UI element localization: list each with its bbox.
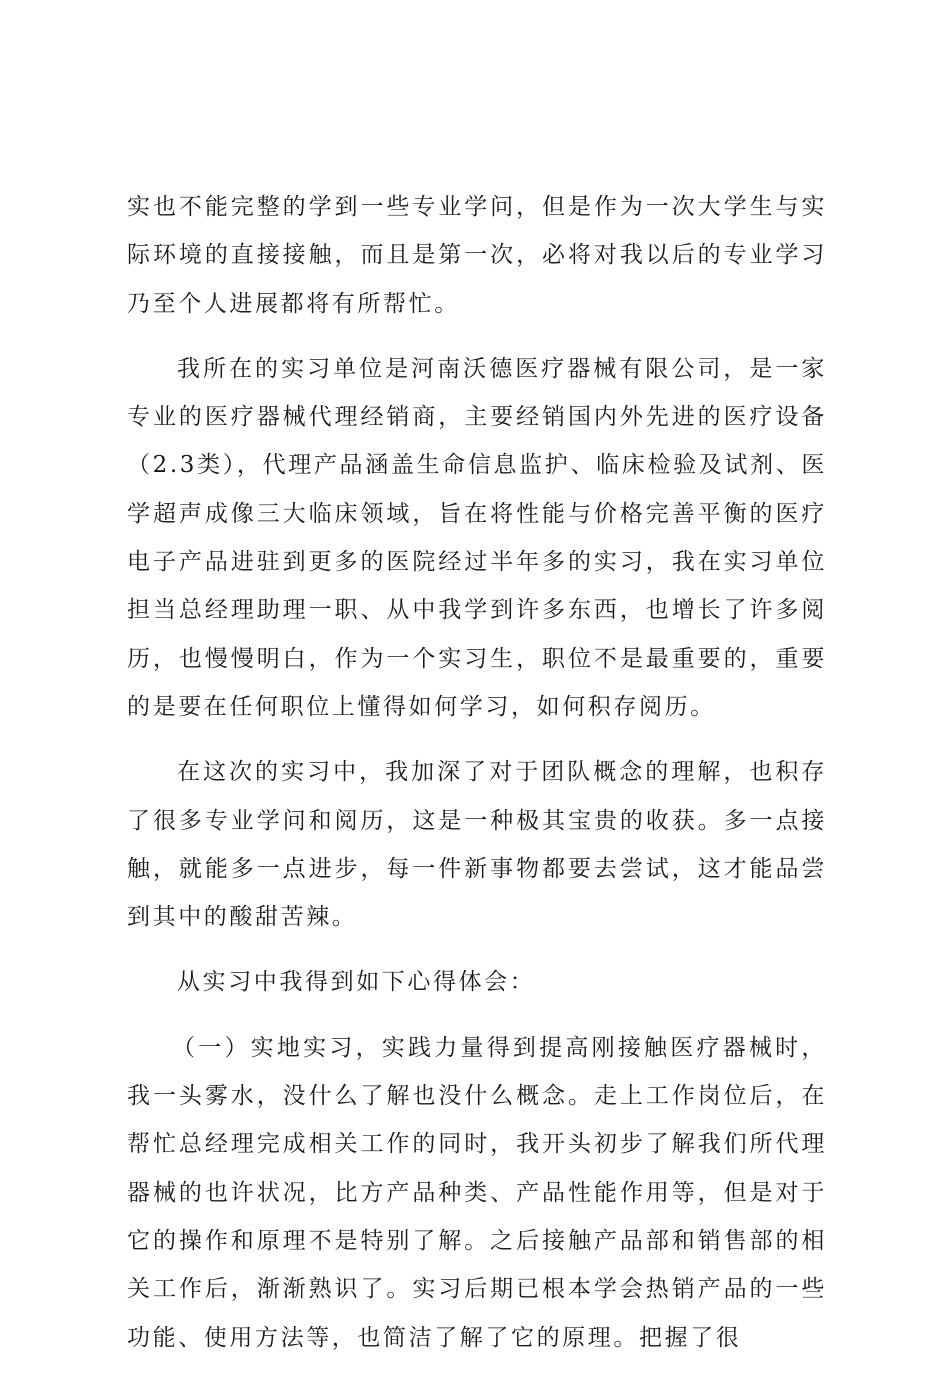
paragraph-section-one: （一）实地实习，实践力量得到提高刚接触医疗器械时，我一头雾水，没什么了解也没什么概念。走上工作岗位后，在帮忙总经理完成相关工作的同时，我开头初步了解我们所代理器械的也许状况，比方产品种类、产品性能作用等，但是对于它的操作和原理不是特别了解。之后接触产品部和销售部的相关工作后，渐渐熟识了。实习后期已根本学会热销产品的一些功能、使用方法等，也简洁了解了它的原理。把握了很 xyxy=(127,1034,827,1351)
paragraph-continuation: 实也不能完整的学到一些专业学问，但是作为一次大学生与实际环境的直接接触，而且是第一次，必将对我以后的专业学习乃至个人进展都将有所帮忙。 xyxy=(127,194,827,317)
document-body xyxy=(127,183,827,1379)
paragraph-insights-intro: 从实习中我得到如下心得体会： xyxy=(177,969,536,996)
paragraph-internship-unit: 我所在的实习单位是河南沃德医疗器械有限公司，是一家专业的医疗器械代理经销商，主要经销国内外先进的医疗设备（2.3类），代理产品涵盖生命信息监护、临床检验及试剂、医学超声成像三大临床领域，旨在将性能与价格完善平衡的医疗电子产品进驻到更多的医院经过半年多的实习，我在实习单位担当总经理助理一职、从中我学到许多东西，也增长了许多阅历，也慢慢明白，作为一个实习生，职位不是最重要的，重要的是要在任何职位上懂得如何学习，如何积存阅历。 xyxy=(127,355,827,720)
paragraph-team-concept: 在这次的实习中，我加深了对于团队概念的理解，也积存了很多专业学问和阅历，这是一种极其宝贵的收获。多一点接触，就能多一点进步，每一件新事物都要去尝试，这才能品尝到其中的酸甜苦辣。 xyxy=(127,759,827,931)
